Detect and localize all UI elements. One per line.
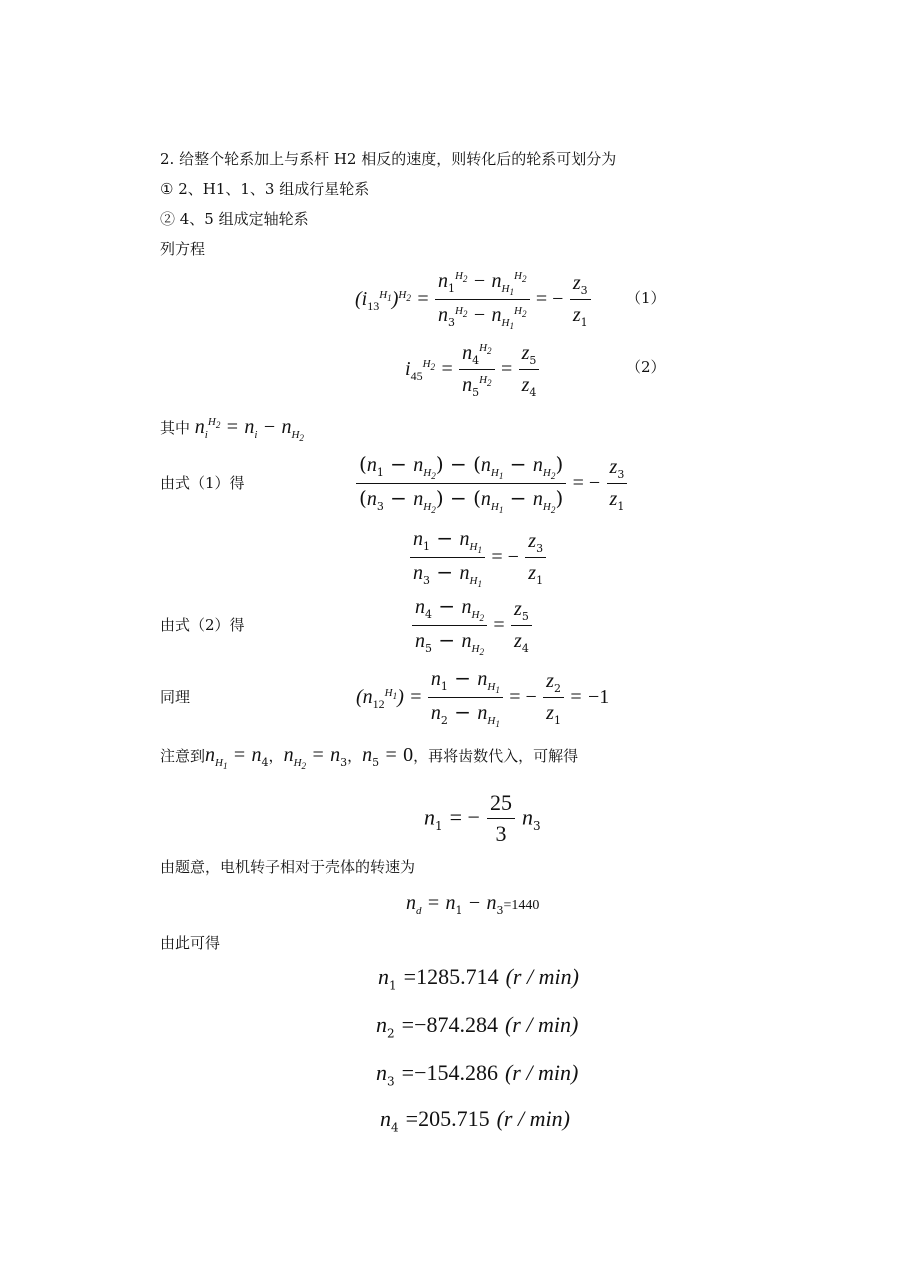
where-line: 其中 $n_i^{H_2} = n_i - n_{H_2}$	[160, 416, 304, 444]
result-n3: $n_3 =-154.286$ (r / min)	[376, 1060, 579, 1089]
result-n1: $n_1 =1285.714$ (r / min)	[378, 964, 579, 993]
item-planetary: ① 2、H1、1、3 组成行星轮系	[160, 180, 370, 198]
coeff-denominator: 3	[495, 821, 507, 846]
problem-statement: 2. 给整个轮系加上与系杆 H2 相反的速度，则转化后的轮系可划分为	[160, 150, 617, 168]
nd-equation: $n_d = n_1 - n_3=1440$	[406, 892, 540, 917]
unit-n4: (r / min)	[496, 1106, 570, 1131]
note-suffix: ，再将齿数代入，可解得	[413, 747, 579, 765]
equation-1-tag: （1）	[626, 289, 666, 307]
unit-n1: (r / min)	[505, 964, 579, 989]
from-eq1-label: 由式（1）得	[160, 474, 245, 492]
n4-value: 205.715	[418, 1106, 490, 1131]
item-fixed-axis: ② 4、5 组成定轴轮系	[160, 210, 309, 228]
equations-heading: 列方程	[160, 240, 206, 258]
n5-value: 0	[403, 744, 414, 766]
unit-n3: (r / min)	[504, 1060, 579, 1085]
equation-2-tag: （2）	[626, 358, 666, 376]
from-eq2-label: 由式（2）得	[160, 616, 245, 634]
derived-eq1: $\frac{(n_1 - n_{H_2}) - (n_{H_1} - n_{H_2})}{(n_3 - n_{H_2}) - (n_{H_1} - n_{H_2})}$ = − $\frac{z_3}{z_1}$	[356, 452, 627, 515]
equation-1: $(i_{13}^{H_1})^{H_2}$ = $\frac{n_1^{H_2} - n_{H_1}^{H_2}}{n_3^{H_2} - n_{H_1}^{H_2}}$ = − $\frac{z_3}{z_1}$	[355, 268, 591, 331]
ratio-12-equation: $(n_{12}^{H_1})$ = $\frac{n_1 - n_{H_1}}{n_2 - n_{H_1}}$ = − $\frac{z_2}{z_1}$ = −1	[356, 666, 610, 730]
unit-n2: (r / min)	[504, 1012, 579, 1037]
n3-value: −154.286	[414, 1060, 498, 1085]
note-prefix: 注意到	[160, 747, 206, 765]
derived-eq2: $\frac{n_4 - n_{H_2}}{n_5 - n_{H_2}}$ = $\frac{z_5}{z_4}$	[412, 594, 532, 657]
derived-eq1-simplified: $\frac{n_1 - n_{H_1}}{n_3 - n_{H_1}}$ = − $\frac{z_3}{z_1}$	[410, 526, 546, 589]
n1-relation: $n_1$ = − $\frac{25}{3}$ $n_3$	[424, 790, 541, 846]
equation-2: $i_{45}^{H_2}$ = $\frac{n_4^{H_2}}{n_5^{H_2}}$ = $\frac{z_5}{z_4}$	[405, 340, 539, 399]
n2-value: −874.284	[414, 1012, 498, 1037]
note-line: 注意到$n_{H_1} = n_4$，$n_{H_2} = n_3$，$n_5 = 0$，再将齿数代入，可解得	[160, 744, 579, 772]
similarly-label: 同理	[160, 688, 191, 706]
coeff-numerator: 25	[487, 790, 515, 819]
result-n2: $n_2 =-874.284$ (r / min)	[376, 1012, 579, 1041]
n1-value: 1285.714	[416, 964, 499, 989]
result-n4: $n_4 =205.715$ (r / min)	[380, 1106, 570, 1135]
where-label: 其中	[160, 419, 191, 437]
nd-value: 1440	[511, 898, 540, 913]
by-problem-label: 由题意，电机转子相对于壳体的转速为	[160, 858, 416, 876]
therefore-label: 由此可得	[160, 934, 221, 952]
ratio-value: −1	[587, 686, 610, 709]
